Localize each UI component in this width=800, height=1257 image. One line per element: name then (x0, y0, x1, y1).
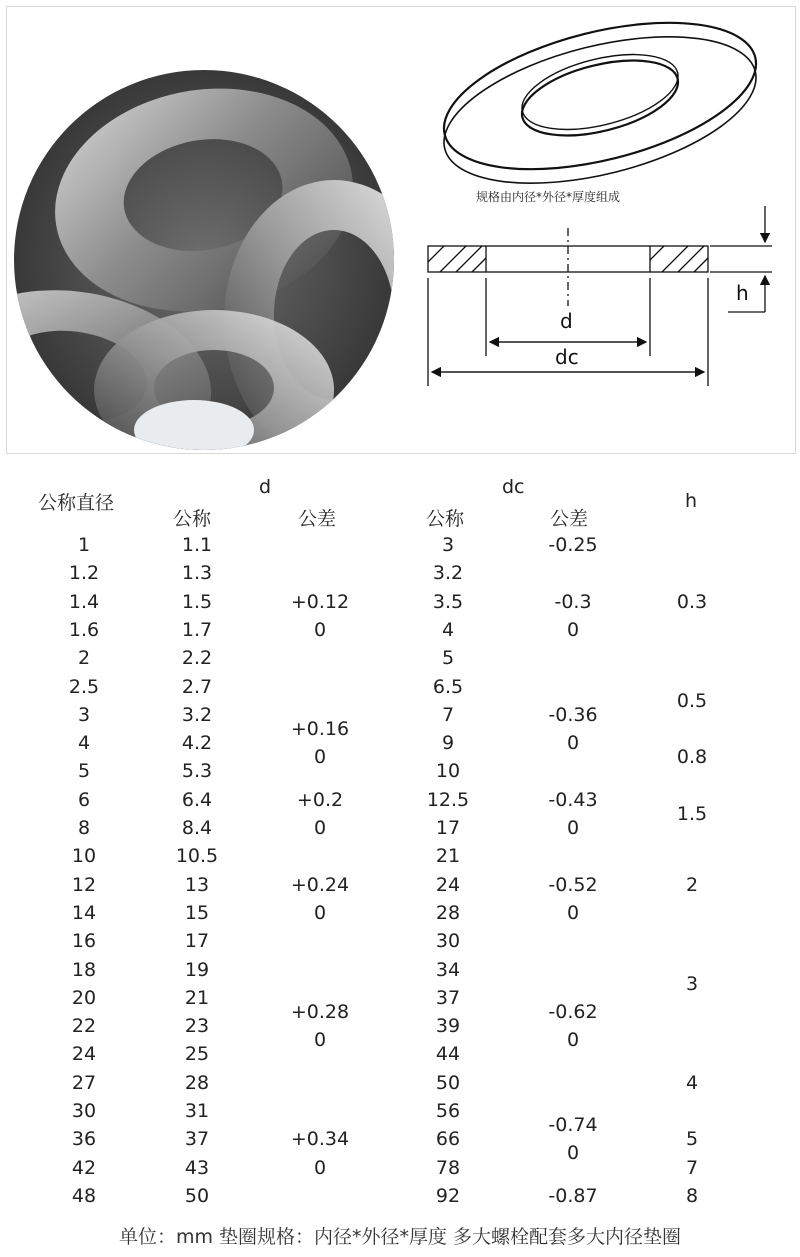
cell-dc-nominal: 39 (435, 1015, 461, 1038)
cell-h: 0.3 (676, 590, 708, 613)
cell-d-nominal: 13 (184, 873, 210, 896)
cell-h: 3 (685, 972, 699, 995)
label-dc: dc (555, 345, 579, 369)
washers-photo-graphic (14, 70, 394, 450)
cell-nominal-diameter: 4 (77, 732, 91, 755)
cell-d-nominal: 15 (184, 901, 210, 924)
cell-d-nominal: 50 (184, 1184, 210, 1207)
washer-isometric-sketch (429, 6, 770, 211)
cell-nominal-diameter: 10 (71, 845, 97, 868)
cell-dc-nominal: 30 (435, 930, 461, 953)
cell-d-nominal: 1.3 (181, 562, 213, 585)
cell-d-nominal: 4.2 (181, 732, 213, 755)
washer-diagram (410, 6, 790, 446)
cell-nominal-diameter: 18 (71, 958, 97, 981)
cell-h: 2 (685, 873, 699, 896)
cell-nominal-diameter: 30 (71, 1100, 97, 1122)
cell-nominal-diameter: 22 (71, 1015, 97, 1038)
cell-d-nominal: 10.5 (175, 845, 219, 868)
cell-dc-nominal: 56 (435, 1100, 461, 1122)
cell-dc-tolerance-upper: -0.36 (548, 703, 598, 726)
cell-nominal-diameter: 1.2 (68, 562, 100, 585)
cell-nominal-diameter: 27 (71, 1071, 97, 1094)
cell-dc-tolerance-upper: -0.25 (548, 534, 598, 556)
washer-cross-section (428, 206, 772, 386)
washer-spec-table (0, 462, 800, 1222)
cell-nominal-diameter: 3 (77, 703, 91, 726)
cell-dc-tolerance-upper: -0.43 (548, 788, 598, 811)
cell-d-nominal: 21 (184, 986, 210, 1009)
cell-d-nominal: 37 (184, 1128, 210, 1151)
cell-nominal-diameter: 2 (77, 647, 91, 670)
cell-d-nominal: 1.1 (181, 534, 213, 556)
cell-nominal-diameter: 12 (71, 873, 97, 896)
cell-dc-tolerance-lower: 0 (566, 817, 580, 839)
cell-nominal-diameter: 42 (71, 1156, 97, 1179)
header-dc-tolerance: 公差 (550, 508, 589, 530)
cell-dc-nominal: 3.5 (432, 590, 464, 613)
cell-d-nominal: 3.2 (181, 703, 213, 726)
cell-dc-tolerance-upper: -0.62 (548, 1000, 598, 1023)
cell-d-nominal: 2.7 (181, 675, 213, 698)
cell-dc-nominal: 21 (435, 845, 461, 868)
header-h: h (685, 490, 698, 512)
cell-dc-tolerance-upper: -0.3 (554, 590, 592, 613)
cell-d-nominal: 23 (184, 1015, 210, 1038)
cell-dc-nominal: 5 (441, 647, 455, 670)
cell-d-tolerance-upper: +0.12 (290, 590, 350, 613)
cell-d-tolerance-upper: +0.2 (296, 788, 344, 811)
cell-d-tolerance-lower: 0 (313, 746, 327, 769)
cell-dc-tolerance-upper: -0.74 (548, 1114, 598, 1137)
header-nominal-diameter: 公称直径 (38, 492, 115, 514)
cell-nominal-diameter: 1.4 (68, 590, 100, 613)
cell-dc-nominal: 17 (435, 817, 461, 839)
cell-nominal-diameter: 1 (77, 534, 91, 556)
cell-dc-nominal: 66 (435, 1128, 461, 1151)
cell-nominal-diameter: 16 (71, 930, 97, 953)
label-h: h (736, 281, 749, 305)
cell-d-nominal: 43 (184, 1156, 210, 1179)
cell-h: 1.5 (676, 802, 708, 825)
cell-nominal-diameter: 20 (71, 986, 97, 1009)
cell-d-nominal: 28 (184, 1071, 210, 1094)
cell-d-nominal: 8.4 (181, 817, 213, 839)
cell-d-tolerance-upper: +0.16 (290, 717, 350, 740)
cell-dc-nominal: 78 (435, 1156, 461, 1179)
cell-nominal-diameter: 8 (77, 817, 91, 839)
cell-h: 0.5 (676, 689, 708, 712)
header-d-tolerance: 公差 (298, 508, 337, 530)
cell-nominal-diameter: 48 (71, 1184, 97, 1207)
cell-dc-nominal: 12.5 (426, 788, 470, 811)
cell-dc-tolerance-lower: 0 (566, 1029, 580, 1052)
cell-d-nominal: 1.7 (181, 618, 213, 641)
cell-h: 7 (685, 1156, 699, 1179)
cell-d-tolerance-lower: 0 (313, 1156, 327, 1179)
cell-h: 5 (685, 1128, 699, 1151)
cell-nominal-diameter: 5 (77, 760, 91, 783)
cell-dc-nominal: 24 (435, 873, 461, 896)
cell-dc-nominal: 50 (435, 1071, 461, 1094)
cell-d-nominal: 1.5 (181, 590, 213, 613)
cell-h: 4 (685, 1071, 699, 1094)
cell-d-nominal: 25 (184, 1043, 210, 1066)
cell-d-nominal: 19 (184, 958, 210, 981)
cell-dc-nominal: 92 (435, 1184, 461, 1207)
cell-d-tolerance-lower: 0 (313, 618, 327, 641)
cell-nominal-diameter: 1.6 (68, 618, 100, 641)
cell-nominal-diameter: 6 (77, 788, 91, 811)
cell-dc-nominal: 28 (435, 901, 461, 924)
cell-nominal-diameter: 14 (71, 901, 97, 924)
cell-d-nominal: 5.3 (181, 760, 213, 783)
cell-dc-nominal: 3 (441, 534, 455, 556)
cell-dc-tolerance-upper: -0.87 (548, 1184, 598, 1207)
header-d-nominal: 公称 (173, 508, 212, 530)
cell-d-tolerance-lower: 0 (313, 817, 327, 839)
header-dc-nominal: 公称 (426, 508, 465, 530)
cell-dc-nominal: 10 (435, 760, 461, 783)
cell-dc-nominal: 44 (435, 1043, 461, 1066)
cell-d-tolerance-lower: 0 (313, 1029, 327, 1052)
cell-dc-nominal: 37 (435, 986, 461, 1009)
cell-d-nominal: 31 (184, 1100, 210, 1122)
cell-d-nominal: 6.4 (181, 788, 213, 811)
header-d-group: d (259, 476, 272, 498)
cell-nominal-diameter: 2.5 (68, 675, 100, 698)
cell-d-tolerance-lower: 0 (313, 901, 327, 924)
cell-dc-nominal: 7 (441, 703, 455, 726)
cell-nominal-diameter: 36 (71, 1128, 97, 1151)
washers-photo (14, 70, 394, 450)
cell-d-tolerance-upper: +0.28 (290, 1000, 350, 1023)
cell-dc-tolerance-lower: 0 (566, 618, 580, 641)
cell-dc-nominal: 4 (441, 618, 455, 641)
cell-dc-nominal: 3.2 (432, 562, 464, 585)
cell-dc-tolerance-lower: 0 (566, 732, 580, 755)
cell-dc-tolerance-lower: 0 (566, 901, 580, 924)
cell-dc-nominal: 34 (435, 958, 461, 981)
cell-d-nominal: 17 (184, 930, 210, 953)
cell-d-tolerance-upper: +0.34 (290, 1128, 350, 1151)
diagram-caption: 规格由内径*外径*厚度组成 (476, 190, 621, 204)
washer-dimension-drawing (410, 6, 790, 446)
cell-dc-nominal: 6.5 (432, 675, 464, 698)
cell-dc-tolerance-upper: -0.52 (548, 873, 598, 896)
label-d: d (560, 309, 573, 333)
cell-dc-nominal: 9 (441, 732, 455, 755)
cell-h: 0.8 (676, 746, 708, 769)
cell-nominal-diameter: 24 (71, 1043, 97, 1066)
footer-note: 单位：mm 垫圈规格：内径*外径*厚度 多大螺栓配套多大内径垫圈 (118, 1226, 682, 1248)
cell-dc-tolerance-lower: 0 (566, 1142, 580, 1165)
cell-h: 8 (685, 1184, 699, 1207)
header-dc-group: dc (502, 476, 525, 498)
cell-d-nominal: 2.2 (181, 647, 213, 670)
cell-d-tolerance-upper: +0.24 (290, 873, 350, 896)
